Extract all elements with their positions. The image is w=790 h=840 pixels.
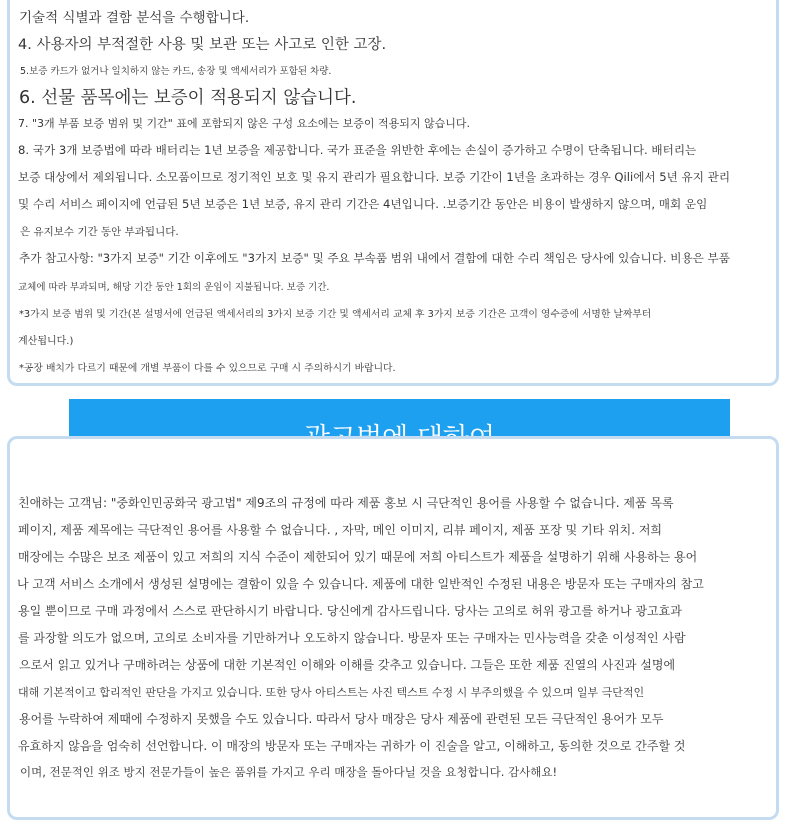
warranty-terms-panel: [7, 0, 779, 386]
warranty-item-5: 5.보증 카드가 없거나 일치하지 않는 카드, 송장 및 액세서리가 포함된 차량.: [20, 66, 332, 77]
ad-law-line-6: 를 과장할 의도가 없으며, 고의로 소비자를 기만하거나 오도하지 않습니다. 방문자 또는 구매자는 민사능력을 갖춘 이성적인 사람: [18, 631, 686, 645]
ad-law-line-4: 나 고객 서비스 소개에서 생성된 설명에는 결함이 있을 수 있습니다. 제품에 대한 일반적인 수정된 내용은 방문자 또는 구매자의 참고: [17, 577, 704, 591]
ad-law-line-1: 친애하는 고객님: "중화인민공화국 광고법" 제9조의 규정에 따라 제품 홍보 시 극단적인 용어를 사용할 수 없습니다. 제품 목록: [18, 496, 674, 510]
warranty-item-4: 4. 사용자의 부적절한 사용 및 보관 또는 사고로 인한 고장.: [18, 37, 387, 53]
warranty-note-line-2: 교체에 따라 부과되며, 해당 기간 동안 1회의 운임이 지불됩니다. 보증 기간.: [18, 282, 330, 293]
ad-law-line-2: 페이지, 제품 제목에는 극단적인 용어를 사용할 수 없습니다. , 자막, 메인 이미지, 리뷰 페이지, 제품 포장 및 기타 위치. 저희: [18, 523, 663, 537]
warranty-item-6: 6. 선물 품목에는 보증이 적용되지 않습니다.: [19, 88, 357, 108]
warranty-item-7: 7. "3개 부품 보증 범위 및 기간" 표에 포함되지 않은 구성 요소에는 보증이 적용되지 않습니다.: [18, 117, 470, 130]
warranty-note-line-1: 추가 참고사항: "3가지 보증" 기간 이후에도 "3가지 보증" 및 주요 부속품 범위 내에서 결함에 대한 수리 책임은 당사에 있습니다. 비용은 부품: [19, 251, 730, 265]
warranty-line-1: 기술적 식별과 결함 분석을 수행합니다.: [19, 10, 250, 26]
warranty-item-8-line-4: 은 유지보수 기간 동안 부과됩니다.: [20, 226, 179, 238]
warranty-item-8-line-3: 및 수리 서비스 페이지에 언급된 5년 보증은 1년 보증, 유지 관리 기간은 4년입니다. .보증기간 동안은 비용이 발생하지 않으며, 매회 운임: [18, 197, 708, 211]
ad-law-line-10: 유효하지 않음을 엄숙히 선언합니다. 이 매장의 방문자 또는 구매자는 귀하가 이 진술을 알고, 이해하고, 동의한 것으로 간주할 것: [18, 739, 686, 753]
warranty-item-8-line-2: 보증 대상에서 제외됩니다. 소모품이므로 정기적인 보호 및 유지 관리가 필요합니다. 보증 기간이 1년을 초과하는 경우 Qili에서 5년 유지 관리: [18, 170, 731, 184]
warranty-scope-line-2: 계산됩니다.): [18, 336, 74, 347]
ad-law-line-8: 대해 기본적이고 합리적인 판단을 가지고 있습니다. 또한 당사 아티스트는 사진 텍스트 수정 시 부주의했을 수 있으며 일부 극단적인: [18, 686, 645, 699]
ad-law-line-3: 매장에는 수많은 보조 제품이 있고 저희의 지식 수준이 제한되어 있기 때문에 저희 아티스트가 제품을 설명하기 위해 사용하는 용어: [18, 550, 698, 564]
ad-law-line-11: 이며, 전문적인 위조 방지 전문가들이 높은 품위를 가지고 우리 매장을 돌아다닐 것을 요청합니다. 감사해요!: [20, 765, 558, 779]
ad-law-line-9: 용어를 누락하여 제때에 수정하지 못했을 수도 있습니다. 따라서 당사 매장은 당사 제품에 관련된 모든 극단적인 용어가 모두: [19, 712, 664, 726]
warranty-caution: *공장 배치가 다르기 때문에 개별 부품이 다를 수 있으므로 구매 시 주의하시기 바랍니다.: [19, 363, 396, 374]
warranty-item-8-line-1: 8. 국가 3개 보증법에 따라 배터리는 1년 보증을 제공합니다. 국가 표준을 위반한 후에는 손실이 증가하고 수명이 단축됩니다. 배터리는: [18, 143, 697, 157]
ad-law-line-5: 용일 뿐이므로 구매 과정에서 스스로 판단하시기 바랍니다. 당신에게 감사드립니다. 당사는 고의로 허위 광고를 하거나 광고효과: [18, 604, 682, 618]
ad-law-line-7: 으로서 읽고 있거나 구매하려는 상품에 대한 기본적인 이해와 이해를 갖추고 있습니다. 그들은 또한 제품 진열의 사진과 설명에: [19, 658, 676, 672]
warranty-scope-line-1: *3가지 보증 범위 및 기간(본 설명서에 언급된 액세서리의 3가지 보증 기간 및 액세서리 교체 후 3가지 보증 기간은 고객이 영수증에 서명한 날짜부터: [19, 309, 652, 320]
